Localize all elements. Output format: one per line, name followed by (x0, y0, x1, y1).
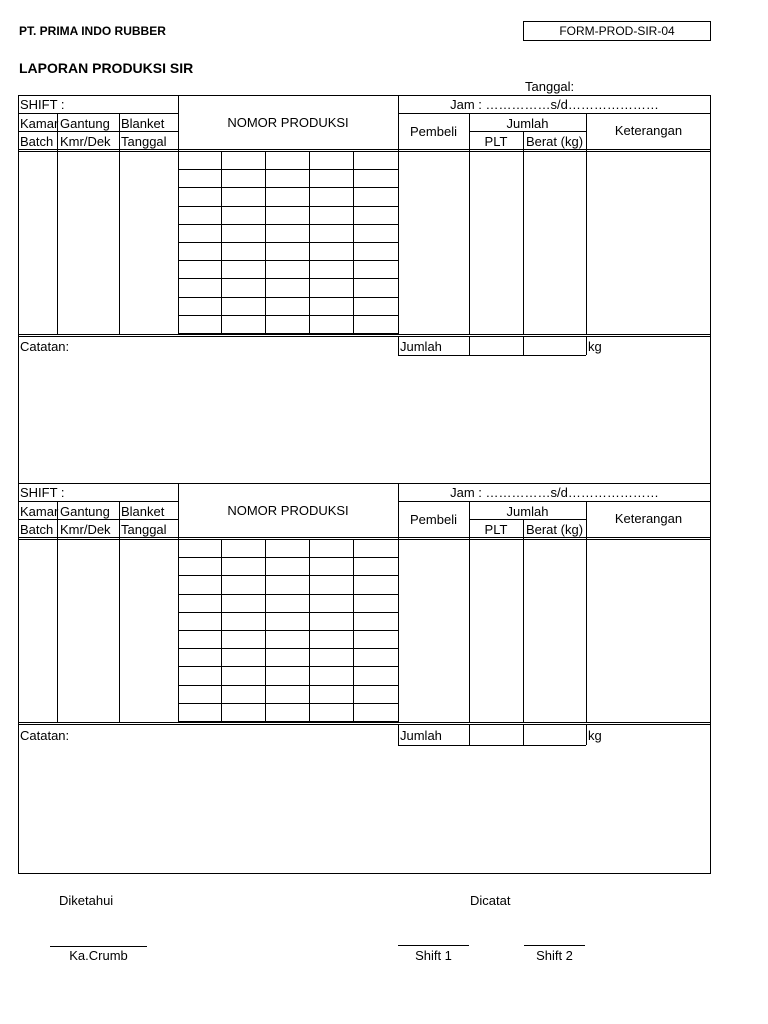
nomor-produksi-cell (310, 207, 354, 225)
nomor-produksi-cell (310, 649, 354, 667)
signature-line-shift-2 (524, 945, 585, 946)
nomor-produksi-cell (222, 704, 266, 722)
nomor-produksi-cell (310, 667, 354, 685)
nomor-produksi-cell (266, 188, 310, 206)
nomor-produksi-cell (266, 686, 310, 704)
nomor-produksi-cell (266, 207, 310, 225)
nomor-produksi-cell (178, 595, 222, 613)
nomor-produksi-cell (266, 225, 310, 243)
shift-section-2 (0, 483, 768, 883)
nomor-produksi-cell (354, 704, 398, 722)
col-plt: PLT (484, 134, 508, 149)
nomor-produksi-cell (222, 188, 266, 206)
signature-line-shift-1 (398, 945, 469, 946)
shift-label: SHIFT : (20, 485, 65, 500)
nomor-produksi-cell (354, 649, 398, 667)
nomor-produksi-cell (266, 667, 310, 685)
nomor-produksi-cell (310, 316, 354, 334)
col-pembeli: Pembeli (410, 124, 457, 139)
nomor-produksi-cell (222, 279, 266, 297)
nomor-produksi-cell (178, 649, 222, 667)
nomor-produksi-cell (354, 576, 398, 594)
col-jumlah: Jumlah (506, 116, 549, 131)
nomor-produksi-cell (354, 170, 398, 188)
nomor-produksi-cell (354, 279, 398, 297)
nomor-produksi-cell (266, 576, 310, 594)
nomor-produksi-cell (354, 316, 398, 334)
ka-crumb-label: Ka.Crumb (69, 948, 128, 963)
nomor-produksi-cell (178, 316, 222, 334)
nomor-produksi-cell (310, 298, 354, 316)
nomor-produksi-cell (354, 188, 398, 206)
nomor-produksi-cell (178, 540, 222, 558)
col-gantung: Gantung (60, 116, 110, 131)
nomor-produksi-cell (354, 613, 398, 631)
nomor-produksi-cell (178, 298, 222, 316)
nomor-produksi-cell (178, 613, 222, 631)
nomor-produksi-cell (222, 613, 266, 631)
col-blanket: Blanket (121, 116, 165, 131)
shift-section-1 (0, 95, 768, 495)
nomor-produksi-cell (266, 152, 310, 170)
nomor-produksi-cell (222, 540, 266, 558)
nomor-produksi-grid (178, 540, 398, 722)
nomor-produksi-cell (354, 152, 398, 170)
col-kmr-dek: Kmr/Dek (60, 522, 111, 537)
col-plt: PLT (484, 522, 508, 537)
signature-line-ka-crumb (50, 946, 147, 947)
nomor-produksi-cell (178, 188, 222, 206)
shift-2-label: Shift 2 (536, 948, 573, 963)
nomor-produksi-cell (178, 558, 222, 576)
nomor-produksi-cell (222, 649, 266, 667)
nomor-produksi-cell (266, 170, 310, 188)
nomor-produksi-cell (310, 704, 354, 722)
nomor-produksi-cell (222, 261, 266, 279)
nomor-produksi-cell (178, 261, 222, 279)
nomor-produksi-cell (354, 225, 398, 243)
catatan-label: Catatan: (20, 339, 70, 354)
nomor-produksi-cell (222, 667, 266, 685)
nomor-produksi-cell (310, 576, 354, 594)
nomor-produksi-cell (266, 298, 310, 316)
nomor-produksi-cell (178, 170, 222, 188)
col-blanket: Blanket (121, 504, 165, 519)
nomor-produksi-cell (266, 243, 310, 261)
nomor-produksi-header: NOMOR PRODUKSI (227, 503, 349, 518)
unit-kg: kg (588, 339, 602, 354)
nomor-produksi-cell (178, 686, 222, 704)
nomor-produksi-cell (310, 243, 354, 261)
col-jumlah: Jumlah (506, 504, 549, 519)
nomor-produksi-cell (222, 558, 266, 576)
nomor-produksi-cell (310, 558, 354, 576)
page-title: LAPORAN PRODUKSI SIR (19, 60, 194, 76)
nomor-produksi-cell (178, 207, 222, 225)
nomor-produksi-cell (354, 207, 398, 225)
company-name: PT. PRIMA INDO RUBBER (19, 24, 166, 38)
nomor-produksi-cell (354, 686, 398, 704)
nomor-produksi-cell (310, 595, 354, 613)
nomor-produksi-cell (178, 704, 222, 722)
nomor-produksi-cell (266, 261, 310, 279)
nomor-produksi-cell (222, 243, 266, 261)
nomor-produksi-cell (354, 631, 398, 649)
date-label: Tanggal: (525, 79, 575, 94)
form-code: FORM-PROD-SIR-04 (559, 24, 675, 38)
shift-label: SHIFT : (20, 97, 65, 112)
nomor-produksi-cell (222, 152, 266, 170)
nomor-produksi-cell (354, 243, 398, 261)
col-keterangan: Keterangan (614, 123, 683, 138)
nomor-produksi-cell (222, 207, 266, 225)
nomor-produksi-cell (266, 595, 310, 613)
nomor-produksi-cell (354, 540, 398, 558)
nomor-produksi-cell (310, 152, 354, 170)
nomor-produksi-cell (354, 261, 398, 279)
nomor-produksi-cell (266, 704, 310, 722)
form-code-box (523, 21, 711, 41)
nomor-produksi-cell (310, 613, 354, 631)
nomor-produksi-cell (354, 595, 398, 613)
nomor-produksi-cell (310, 225, 354, 243)
nomor-produksi-cell (354, 558, 398, 576)
nomor-produksi-cell (178, 576, 222, 594)
col-kamar: Kamar (20, 504, 59, 519)
shift-1-label: Shift 1 (415, 948, 452, 963)
col-tanggal: Tanggal (121, 522, 167, 537)
nomor-produksi-cell (310, 261, 354, 279)
nomor-produksi-cell (222, 298, 266, 316)
nomor-produksi-cell (178, 667, 222, 685)
unit-kg: kg (588, 728, 602, 743)
nomor-produksi-cell (266, 558, 310, 576)
col-kmr-dek: Kmr/Dek (60, 134, 111, 149)
nomor-produksi-cell (354, 298, 398, 316)
nomor-produksi-cell (222, 686, 266, 704)
col-gantung: Gantung (60, 504, 110, 519)
jumlah-total-label: Jumlah (400, 339, 442, 354)
nomor-produksi-cell (178, 152, 222, 170)
nomor-produksi-cell (266, 316, 310, 334)
nomor-produksi-cell (266, 279, 310, 297)
col-batch: Batch (20, 522, 54, 537)
col-tanggal: Tanggal (121, 134, 167, 149)
nomor-produksi-cell (222, 225, 266, 243)
col-berat: Berat (kg) (525, 522, 584, 537)
nomor-produksi-cell (222, 316, 266, 334)
nomor-produksi-header: NOMOR PRODUKSI (227, 115, 349, 130)
nomor-produksi-cell (310, 686, 354, 704)
nomor-produksi-cell (310, 188, 354, 206)
nomor-produksi-cell (222, 170, 266, 188)
col-kamar: Kamar (20, 116, 59, 131)
nomor-produksi-cell (266, 613, 310, 631)
jumlah-total-label: Jumlah (400, 728, 442, 743)
nomor-produksi-cell (266, 649, 310, 667)
nomor-produksi-cell (178, 243, 222, 261)
jam-label: Jam : ……………s/d………………… (450, 97, 659, 112)
col-berat: Berat (kg) (525, 134, 584, 149)
nomor-produksi-cell (354, 667, 398, 685)
col-keterangan: Keterangan (614, 511, 683, 526)
nomor-produksi-cell (222, 576, 266, 594)
nomor-produksi-cell (310, 540, 354, 558)
nomor-produksi-cell (222, 631, 266, 649)
nomor-produksi-cell (178, 631, 222, 649)
nomor-produksi-cell (178, 279, 222, 297)
diketahui-label: Diketahui (59, 893, 114, 908)
nomor-produksi-cell (266, 540, 310, 558)
nomor-produksi-cell (178, 225, 222, 243)
jam-label: Jam : ……………s/d………………… (450, 485, 659, 500)
col-pembeli: Pembeli (410, 512, 457, 527)
nomor-produksi-cell (222, 595, 266, 613)
nomor-produksi-cell (266, 631, 310, 649)
nomor-produksi-cell (310, 631, 354, 649)
nomor-produksi-cell (310, 170, 354, 188)
catatan-label: Catatan: (20, 728, 70, 743)
nomor-produksi-cell (310, 279, 354, 297)
nomor-produksi-grid (178, 152, 398, 334)
dicatat-label: Dicatat (470, 893, 511, 908)
col-batch: Batch (20, 134, 54, 149)
